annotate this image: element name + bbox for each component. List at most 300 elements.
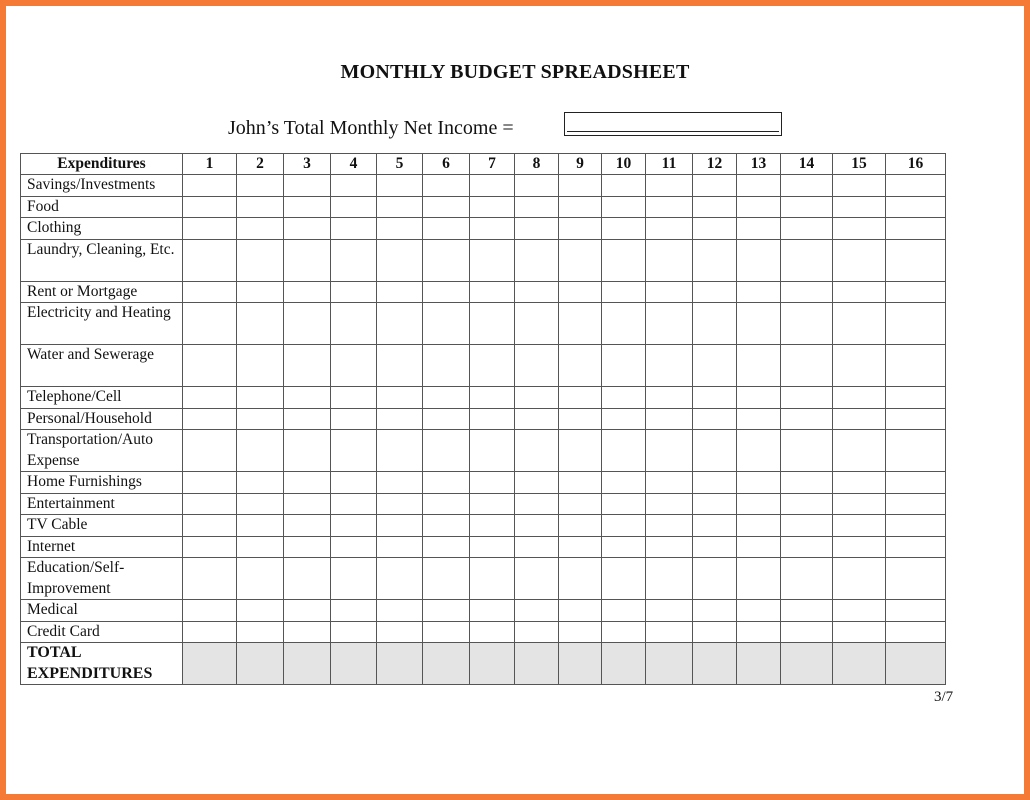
expense-cell[interactable] — [183, 600, 237, 622]
expense-cell[interactable] — [737, 175, 781, 197]
expense-cell[interactable] — [737, 472, 781, 494]
expense-cell[interactable] — [646, 196, 693, 218]
expense-cell[interactable] — [183, 493, 237, 515]
expense-cell[interactable] — [423, 387, 470, 409]
expense-cell[interactable] — [331, 239, 377, 281]
expense-cell[interactable] — [646, 239, 693, 281]
expense-cell[interactable] — [559, 345, 602, 387]
expense-cell[interactable] — [833, 281, 886, 303]
expense-cell[interactable] — [602, 303, 646, 345]
expense-cell[interactable] — [737, 430, 781, 472]
expense-cell[interactable] — [833, 430, 886, 472]
expense-cell[interactable] — [284, 196, 331, 218]
expense-cell[interactable] — [284, 303, 331, 345]
column-header-10: 10 — [602, 154, 646, 175]
expense-cell[interactable] — [693, 430, 737, 472]
expense-cell[interactable] — [183, 303, 237, 345]
expense-cell[interactable] — [646, 281, 693, 303]
expense-cell[interactable] — [183, 430, 237, 472]
expense-cell[interactable] — [470, 345, 515, 387]
expense-cell[interactable] — [781, 175, 833, 197]
expense-cell[interactable] — [833, 472, 886, 494]
expense-cell[interactable] — [470, 387, 515, 409]
total-cell[interactable] — [515, 643, 559, 685]
expense-cell[interactable] — [331, 621, 377, 643]
expense-cell[interactable] — [331, 345, 377, 387]
expense-cell[interactable] — [693, 196, 737, 218]
expense-cell[interactable] — [886, 239, 946, 281]
expense-cell[interactable] — [737, 600, 781, 622]
expense-cell[interactable] — [470, 536, 515, 558]
expense-cell[interactable] — [602, 493, 646, 515]
expense-cell[interactable] — [602, 515, 646, 537]
expense-cell[interactable] — [331, 281, 377, 303]
expense-cell[interactable] — [602, 345, 646, 387]
expense-cell[interactable] — [833, 515, 886, 537]
expense-cell[interactable] — [886, 515, 946, 537]
expense-cell[interactable] — [886, 408, 946, 430]
expense-cell[interactable] — [833, 536, 886, 558]
expense-cell[interactable] — [781, 196, 833, 218]
expense-cell[interactable] — [646, 345, 693, 387]
expense-cell[interactable] — [470, 281, 515, 303]
expense-cell[interactable] — [183, 345, 237, 387]
expense-cell[interactable] — [377, 536, 423, 558]
expense-cell[interactable] — [515, 303, 559, 345]
expense-cell[interactable] — [377, 239, 423, 281]
expense-cell[interactable] — [331, 387, 377, 409]
expense-cell[interactable] — [559, 472, 602, 494]
expense-cell[interactable] — [886, 196, 946, 218]
expense-cell[interactable] — [886, 281, 946, 303]
expense-cell[interactable] — [470, 493, 515, 515]
expense-cell[interactable] — [886, 472, 946, 494]
expense-cell[interactable] — [781, 430, 833, 472]
total-cell[interactable] — [646, 643, 693, 685]
expense-cell[interactable] — [737, 281, 781, 303]
page-number: 3/7 — [934, 689, 954, 705]
expense-cell[interactable] — [423, 600, 470, 622]
expense-cell[interactable] — [284, 408, 331, 430]
expense-cell[interactable] — [737, 515, 781, 537]
expense-cell[interactable] — [781, 239, 833, 281]
expense-cell[interactable] — [237, 345, 284, 387]
expense-cell[interactable] — [886, 558, 946, 600]
expense-cell[interactable] — [515, 430, 559, 472]
expense-cell[interactable] — [833, 175, 886, 197]
expense-cell[interactable] — [237, 621, 284, 643]
expense-cell[interactable] — [515, 387, 559, 409]
expense-cell[interactable] — [331, 536, 377, 558]
column-header-6: 6 — [423, 154, 470, 175]
expense-cell[interactable] — [833, 345, 886, 387]
expense-cell[interactable] — [559, 175, 602, 197]
total-cell[interactable] — [833, 643, 886, 685]
expense-cell[interactable] — [833, 387, 886, 409]
expense-cell[interactable] — [781, 281, 833, 303]
expense-cell[interactable] — [470, 218, 515, 240]
expense-cell[interactable] — [693, 218, 737, 240]
expense-cell[interactable] — [646, 536, 693, 558]
expense-cell[interactable] — [183, 515, 237, 537]
expense-cell[interactable] — [559, 515, 602, 537]
total-cell[interactable] — [559, 643, 602, 685]
expense-cell[interactable] — [886, 600, 946, 622]
expense-cell[interactable] — [559, 218, 602, 240]
expense-cell[interactable] — [737, 196, 781, 218]
expense-cell[interactable] — [833, 558, 886, 600]
expense-cell[interactable] — [515, 536, 559, 558]
expense-cell[interactable] — [693, 387, 737, 409]
expense-cell[interactable] — [693, 239, 737, 281]
expense-cell[interactable] — [284, 345, 331, 387]
expense-cell[interactable] — [693, 345, 737, 387]
expense-cell[interactable] — [515, 239, 559, 281]
expense-cell[interactable] — [183, 175, 237, 197]
expense-cell[interactable] — [693, 493, 737, 515]
expense-cell[interactable] — [515, 345, 559, 387]
expense-cell[interactable] — [781, 600, 833, 622]
expense-cell[interactable] — [237, 387, 284, 409]
expense-cell[interactable] — [602, 558, 646, 600]
expense-cell[interactable] — [737, 345, 781, 387]
expense-cell[interactable] — [331, 515, 377, 537]
expense-cell[interactable] — [284, 430, 331, 472]
expense-cell[interactable] — [646, 493, 693, 515]
expense-cell[interactable] — [602, 239, 646, 281]
expense-cell[interactable] — [781, 493, 833, 515]
expense-cell[interactable] — [284, 536, 331, 558]
expense-cell[interactable] — [331, 303, 377, 345]
expense-cell[interactable] — [737, 621, 781, 643]
expense-cell[interactable] — [423, 430, 470, 472]
total-cell[interactable] — [331, 643, 377, 685]
expense-cell[interactable] — [183, 281, 237, 303]
expense-cell[interactable] — [737, 218, 781, 240]
expense-cell[interactable] — [559, 536, 602, 558]
expense-cell[interactable] — [470, 515, 515, 537]
expense-cell[interactable] — [646, 430, 693, 472]
total-cell[interactable] — [781, 643, 833, 685]
expense-cell[interactable] — [331, 430, 377, 472]
expense-cell[interactable] — [183, 536, 237, 558]
expense-cell[interactable] — [237, 515, 284, 537]
expense-cell[interactable] — [377, 175, 423, 197]
expense-cell[interactable] — [693, 536, 737, 558]
expense-cell[interactable] — [237, 303, 284, 345]
expense-cell[interactable] — [646, 600, 693, 622]
expense-cell[interactable] — [886, 536, 946, 558]
expense-cell[interactable] — [886, 430, 946, 472]
expense-cell[interactable] — [284, 387, 331, 409]
expense-cell[interactable] — [377, 600, 423, 622]
expense-cell[interactable] — [377, 218, 423, 240]
column-header-16: 16 — [886, 154, 946, 175]
expense-cell[interactable] — [833, 239, 886, 281]
expense-cell[interactable] — [377, 281, 423, 303]
table-row — [21, 430, 946, 472]
expense-cell[interactable] — [781, 408, 833, 430]
expense-cell[interactable] — [693, 515, 737, 537]
expense-cell[interactable] — [602, 281, 646, 303]
expense-cell[interactable] — [237, 493, 284, 515]
expense-cell[interactable] — [886, 175, 946, 197]
expense-cell[interactable] — [559, 281, 602, 303]
expense-cell[interactable] — [423, 621, 470, 643]
expense-cell[interactable] — [559, 408, 602, 430]
expense-cell[interactable] — [284, 175, 331, 197]
expense-cell[interactable] — [237, 536, 284, 558]
expense-cell[interactable] — [781, 621, 833, 643]
expense-cell[interactable] — [423, 281, 470, 303]
expense-cell[interactable] — [377, 408, 423, 430]
expense-cell[interactable] — [237, 558, 284, 600]
expense-cell[interactable] — [559, 387, 602, 409]
expense-cell[interactable] — [331, 600, 377, 622]
expense-cell[interactable] — [515, 558, 559, 600]
expense-cell[interactable] — [602, 175, 646, 197]
expense-cell[interactable] — [284, 281, 331, 303]
expense-cell[interactable] — [470, 621, 515, 643]
expense-cell[interactable] — [237, 472, 284, 494]
expense-cell[interactable] — [886, 218, 946, 240]
expense-cell[interactable] — [183, 387, 237, 409]
expense-cell[interactable] — [183, 239, 237, 281]
expense-cell[interactable] — [423, 515, 470, 537]
expense-cell[interactable] — [833, 621, 886, 643]
expense-cell[interactable] — [284, 218, 331, 240]
expense-cell[interactable] — [559, 621, 602, 643]
expense-cell[interactable] — [646, 408, 693, 430]
expense-cell[interactable] — [833, 493, 886, 515]
expense-cell[interactable] — [602, 472, 646, 494]
expense-cell[interactable] — [183, 621, 237, 643]
expense-cell[interactable] — [515, 472, 559, 494]
expense-cell[interactable] — [515, 515, 559, 537]
expense-cell[interactable] — [237, 239, 284, 281]
expense-cell[interactable] — [284, 493, 331, 515]
expense-cell[interactable] — [781, 303, 833, 345]
expense-cell[interactable] — [646, 175, 693, 197]
expense-cell[interactable] — [284, 239, 331, 281]
expense-cell[interactable] — [886, 387, 946, 409]
expense-cell[interactable] — [470, 558, 515, 600]
expense-cell[interactable] — [470, 196, 515, 218]
expense-cell[interactable] — [781, 345, 833, 387]
expense-cell[interactable] — [646, 218, 693, 240]
expense-cell[interactable] — [183, 558, 237, 600]
expense-cell[interactable] — [515, 196, 559, 218]
expense-cell[interactable] — [515, 493, 559, 515]
column-header-13: 13 — [737, 154, 781, 175]
expense-cell[interactable] — [331, 558, 377, 600]
expense-cell[interactable] — [377, 472, 423, 494]
expense-cell[interactable] — [737, 239, 781, 281]
expense-cell[interactable] — [737, 387, 781, 409]
expense-cell[interactable] — [331, 175, 377, 197]
expense-cell[interactable] — [423, 493, 470, 515]
expense-cell[interactable] — [737, 493, 781, 515]
expense-cell[interactable] — [377, 196, 423, 218]
expense-cell[interactable] — [559, 558, 602, 600]
expense-cell[interactable] — [602, 621, 646, 643]
expense-cell[interactable] — [693, 175, 737, 197]
expense-cell[interactable] — [423, 175, 470, 197]
expense-cell[interactable] — [331, 218, 377, 240]
expense-cell[interactable] — [423, 218, 470, 240]
expense-cell[interactable] — [237, 430, 284, 472]
expense-cell[interactable] — [693, 621, 737, 643]
expense-cell[interactable] — [559, 196, 602, 218]
table-row — [21, 472, 946, 494]
expense-cell[interactable] — [331, 408, 377, 430]
expense-cell[interactable] — [377, 515, 423, 537]
expense-cell[interactable] — [331, 196, 377, 218]
expense-cell[interactable] — [646, 472, 693, 494]
expense-cell[interactable] — [602, 387, 646, 409]
expense-cell[interactable] — [470, 303, 515, 345]
income-input-box[interactable] — [564, 112, 782, 136]
expense-cell[interactable] — [470, 472, 515, 494]
expense-cell[interactable] — [693, 303, 737, 345]
total-cell[interactable] — [377, 643, 423, 685]
expense-cell[interactable] — [423, 196, 470, 218]
expense-cell[interactable] — [646, 515, 693, 537]
expense-cell[interactable] — [559, 493, 602, 515]
expense-cell[interactable] — [602, 196, 646, 218]
expense-cell[interactable] — [646, 303, 693, 345]
expense-cell[interactable] — [559, 303, 602, 345]
expense-cell[interactable] — [833, 600, 886, 622]
expense-cell[interactable] — [781, 515, 833, 537]
total-cell[interactable] — [737, 643, 781, 685]
expense-cell[interactable] — [559, 239, 602, 281]
expense-cell[interactable] — [886, 303, 946, 345]
expense-cell[interactable] — [781, 558, 833, 600]
expense-cell[interactable] — [423, 472, 470, 494]
expense-cell[interactable] — [423, 408, 470, 430]
expense-cell[interactable] — [284, 472, 331, 494]
expense-cell[interactable] — [237, 196, 284, 218]
expense-cell[interactable] — [284, 558, 331, 600]
expense-cell[interactable] — [833, 196, 886, 218]
expense-cell[interactable] — [602, 536, 646, 558]
expense-cell[interactable] — [423, 303, 470, 345]
table-body — [21, 175, 946, 685]
expense-label: Laundry, Cleaning, Etc. — [21, 239, 183, 281]
expense-cell[interactable] — [377, 345, 423, 387]
expense-cell[interactable] — [559, 600, 602, 622]
expense-cell[interactable] — [377, 493, 423, 515]
expense-cell[interactable] — [515, 175, 559, 197]
expense-cell[interactable] — [331, 472, 377, 494]
expense-cell[interactable] — [377, 430, 423, 472]
expense-cell[interactable] — [515, 621, 559, 643]
expense-cell[interactable] — [237, 600, 284, 622]
expense-cell[interactable] — [183, 196, 237, 218]
expense-cell[interactable] — [183, 408, 237, 430]
expense-cell[interactable] — [423, 345, 470, 387]
expense-cell[interactable] — [284, 600, 331, 622]
total-cell[interactable] — [886, 643, 946, 685]
expense-cell[interactable] — [781, 218, 833, 240]
expense-cell[interactable] — [886, 493, 946, 515]
expense-cell[interactable] — [237, 175, 284, 197]
total-cell[interactable] — [470, 643, 515, 685]
expense-cell[interactable] — [737, 536, 781, 558]
expense-cell[interactable] — [470, 239, 515, 281]
expense-cell[interactable] — [470, 408, 515, 430]
total-cell[interactable] — [237, 643, 284, 685]
expense-cell[interactable] — [693, 281, 737, 303]
expense-cell[interactable] — [737, 303, 781, 345]
expense-cell[interactable] — [515, 600, 559, 622]
expense-cell[interactable] — [470, 600, 515, 622]
expense-cell[interactable] — [737, 558, 781, 600]
expense-cell[interactable] — [602, 600, 646, 622]
expense-cell[interactable] — [423, 239, 470, 281]
expense-cell[interactable] — [693, 408, 737, 430]
expense-cell[interactable] — [833, 218, 886, 240]
expense-cell[interactable] — [559, 430, 602, 472]
expense-cell[interactable] — [693, 600, 737, 622]
total-cell[interactable] — [693, 643, 737, 685]
expense-cell[interactable] — [237, 218, 284, 240]
expense-cell[interactable] — [470, 175, 515, 197]
expense-cell[interactable] — [470, 430, 515, 472]
expense-cell[interactable] — [377, 387, 423, 409]
expense-cell[interactable] — [423, 536, 470, 558]
expense-cell[interactable] — [781, 536, 833, 558]
expense-cell[interactable] — [377, 303, 423, 345]
table-row — [21, 239, 946, 281]
expense-cell[interactable] — [423, 558, 470, 600]
expense-cell[interactable] — [693, 558, 737, 600]
expense-cell[interactable] — [331, 493, 377, 515]
expense-cell[interactable] — [237, 281, 284, 303]
expense-cell[interactable] — [886, 345, 946, 387]
expense-cell[interactable] — [515, 408, 559, 430]
expense-cell[interactable] — [646, 621, 693, 643]
column-header-7: 7 — [470, 154, 515, 175]
expense-cell[interactable] — [886, 621, 946, 643]
expense-cell[interactable] — [781, 472, 833, 494]
expense-cell[interactable] — [377, 558, 423, 600]
expense-cell[interactable] — [515, 218, 559, 240]
expense-cell[interactable] — [237, 408, 284, 430]
total-cell[interactable] — [602, 643, 646, 685]
expense-cell[interactable] — [833, 303, 886, 345]
expense-cell[interactable] — [377, 621, 423, 643]
total-cell[interactable] — [183, 643, 237, 685]
expense-cell[interactable] — [602, 430, 646, 472]
expense-cell[interactable] — [183, 472, 237, 494]
expense-cell[interactable] — [833, 408, 886, 430]
expense-cell[interactable] — [284, 515, 331, 537]
expense-cell[interactable] — [284, 621, 331, 643]
expense-cell[interactable] — [602, 218, 646, 240]
total-cell[interactable] — [423, 643, 470, 685]
expense-cell[interactable] — [646, 558, 693, 600]
expense-cell[interactable] — [646, 387, 693, 409]
expense-cell[interactable] — [183, 218, 237, 240]
total-cell[interactable] — [284, 643, 331, 685]
expense-cell[interactable] — [737, 408, 781, 430]
expense-cell[interactable] — [602, 408, 646, 430]
expense-cell[interactable] — [515, 281, 559, 303]
expense-cell[interactable] — [781, 387, 833, 409]
expense-cell[interactable] — [693, 472, 737, 494]
